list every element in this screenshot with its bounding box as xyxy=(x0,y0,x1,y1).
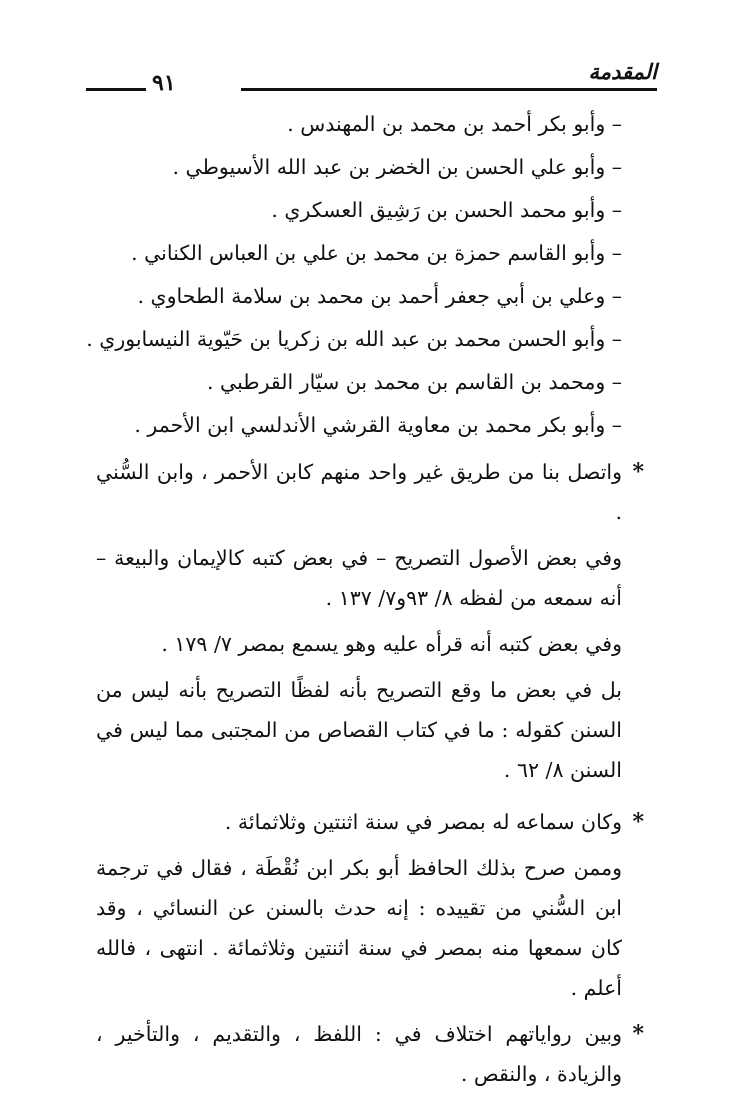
page-number: ٩١ xyxy=(152,70,176,96)
paragraph: وفي بعض الأصول التصريح – في بعض كتبه كالإيمان والبيعة – أنه سمعه من لفظه ٨/ ٩٣و٧/ ١٣٧ . xyxy=(96,546,622,610)
header-rule-short xyxy=(86,88,146,91)
paragraph-text: وبين رواياتهم اختلاف في : اللفظ ، والتقديم ، والتأخير ، والزيادة ، والنقص . xyxy=(96,1022,622,1086)
list-item: – وأبو بكر أحمد بن محمد بن المهندس . xyxy=(287,112,622,136)
header-rule xyxy=(241,88,657,91)
asterisk-marker: * xyxy=(632,809,644,835)
paragraph: بل في بعض ما وقع التصريح بأنه لفظًا التصريح بأنه ليس من السنن كقوله : ما في كتاب القصاص من المجتبى مما ليس في السنن ٨/ ٦٢ . xyxy=(96,678,622,782)
list-item: – وأبو علي الحسن بن الخضر بن عبد الله الأسيوطي . xyxy=(172,155,622,179)
running-title: المقدمة xyxy=(588,60,657,84)
paragraph: وفي بعض كتبه أنه قرأه عليه وهو يسمع بمصر ٧/ ١٧٩ . xyxy=(161,632,622,656)
paragraph xyxy=(96,1014,644,1094)
asterisk-marker: * xyxy=(632,1021,644,1047)
paragraph-text: واتصل بنا من طريق غير واحد منهم كابن الأحمر ، وابن السُّني . xyxy=(96,460,622,524)
asterisk-marker: * xyxy=(632,459,644,485)
paragraph: وممن صرح بذلك الحافظ أبو بكر ابن نُقْطَة ، فقال في ترجمة ابن السُّني من تقييده : إنه حدث بالسنن عن النسائي ، وقد كان سمعها منه بمصر في سنة اثنتين وثلاثمائة . انتهى ، فالله أعلم . xyxy=(96,856,622,1000)
body-text xyxy=(86,108,644,1094)
list-item: – ومحمد بن القاسم بن محمد بن سيّار القرطبي . xyxy=(207,370,622,394)
list-item: – وأبو القاسم حمزة بن محمد بن علي بن العباس الكناني . xyxy=(131,241,622,265)
list-item: – وعلي بن أبي جعفر أحمد بن محمد بن سلامة الطحاوي . xyxy=(137,284,622,308)
paragraph xyxy=(96,452,644,532)
list-item: – وأبو بكر محمد بن معاوية القرشي الأندلسي ابن الأحمر . xyxy=(134,413,622,437)
paragraph xyxy=(96,802,644,842)
list-item: – وأبو محمد الحسن بن رَشِيق العسكري . xyxy=(271,198,622,222)
list-item: – وأبو الحسن محمد بن عبد الله بن زكريا بن حَيّوية النيسابوري . xyxy=(86,327,622,351)
paragraph-text: وكان سماعه له بمصر في سنة اثنتين وثلاثمائة . xyxy=(224,810,622,834)
page-header xyxy=(86,58,657,98)
